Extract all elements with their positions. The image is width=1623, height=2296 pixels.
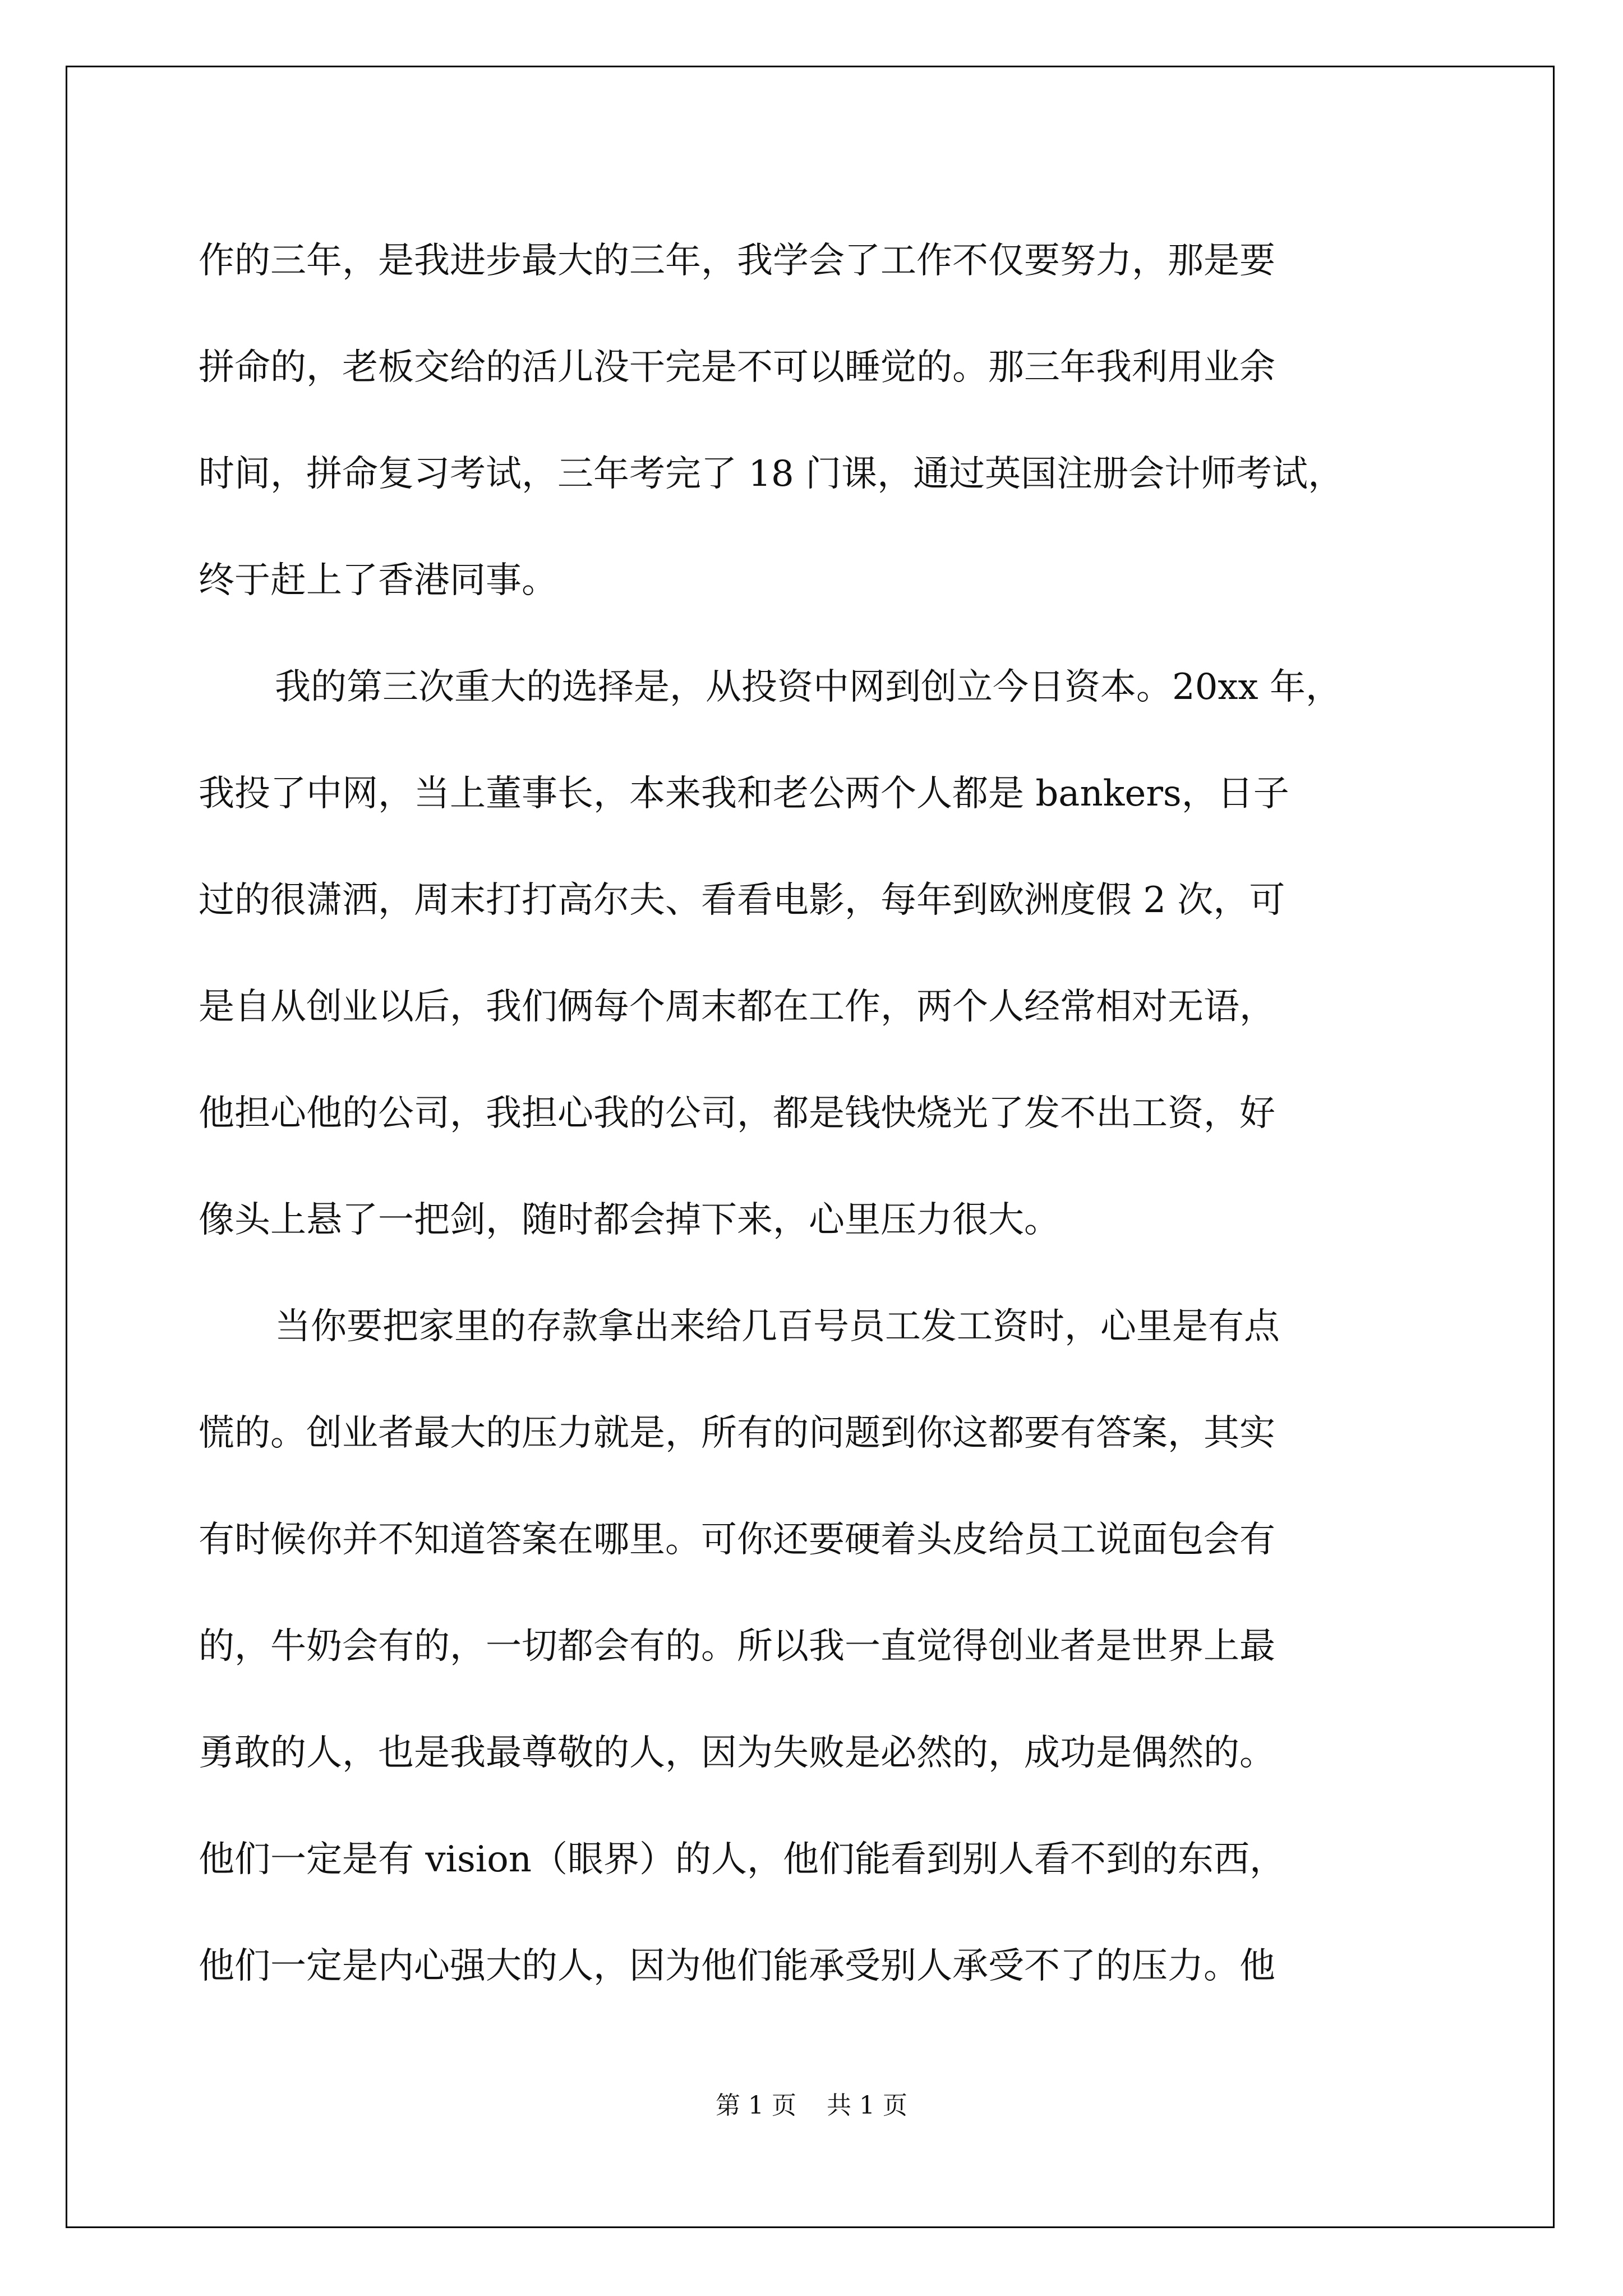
text-line: 他们一定是内心强大的人，因为他们能承受别人承受不了的压力。他 [199, 1945, 1275, 1987]
text-line: 慌的。创业者最大的压力就是，所有的问题到你这都要有答案，其实 [199, 1412, 1275, 1454]
text-line: 他担心他的公司，我担心我的公司，都是钱快烧光了发不出工资，好 [199, 1093, 1275, 1134]
page-number-total: 共 1 页 [827, 2091, 907, 2120]
text-line: 作的三年，是我进步最大的三年，我学会了工作不仅要努力，那是要 [199, 240, 1275, 282]
text-line: 拼命的，老板交给的活儿没干完是不可以睡觉的。那三年我利用业余 [199, 347, 1275, 388]
page-footer [0, 2085, 1623, 2121]
text-line: 勇敢的人，也是我最尊敬的人，因为失败是必然的，成功是偶然的。 [199, 1732, 1275, 1774]
paragraph-start-line: 我的第三次重大的选择是，从投资中网到创立今日资本。20xx 年， [275, 666, 1341, 708]
text-line: 的，牛奶会有的，一切都会有的。所以我一直觉得创业者是世界上最 [199, 1626, 1275, 1667]
text-line: 他们一定是有 vision（眼界）的人，他们能看到别人看不到的东西， [199, 1839, 1286, 1880]
text-line: 是自从创业以后，我们俩每个周末都在工作，两个人经常相对无语， [199, 986, 1275, 1028]
text-line: 我投了中网，当上董事长，本来我和老公两个人都是 bankers，日子 [199, 773, 1289, 815]
text-line: 像头上悬了一把剑，随时都会掉下来，心里压力很大。 [199, 1199, 1060, 1241]
document-body [199, 208, 1472, 2019]
text-line: 终于赶上了香港同事。 [199, 560, 557, 601]
text-line: 时间，拼命复习考试，三年考完了 18 门课，通过英国注册会计师考试， [199, 453, 1344, 495]
paragraph-start-line: 当你要把家里的存款拿出来给几百号员工发工资时，心里是有点 [275, 1306, 1280, 1347]
text-line: 有时候你并不知道答案在哪里。可你还要硬着头皮给员工说面包会有 [199, 1519, 1275, 1561]
text-line: 过的很潇洒，周末打打高尔夫、看看电影，每年到欧洲度假 2 次，可 [199, 880, 1285, 921]
page-number-current: 第 1 页 [716, 2091, 796, 2120]
